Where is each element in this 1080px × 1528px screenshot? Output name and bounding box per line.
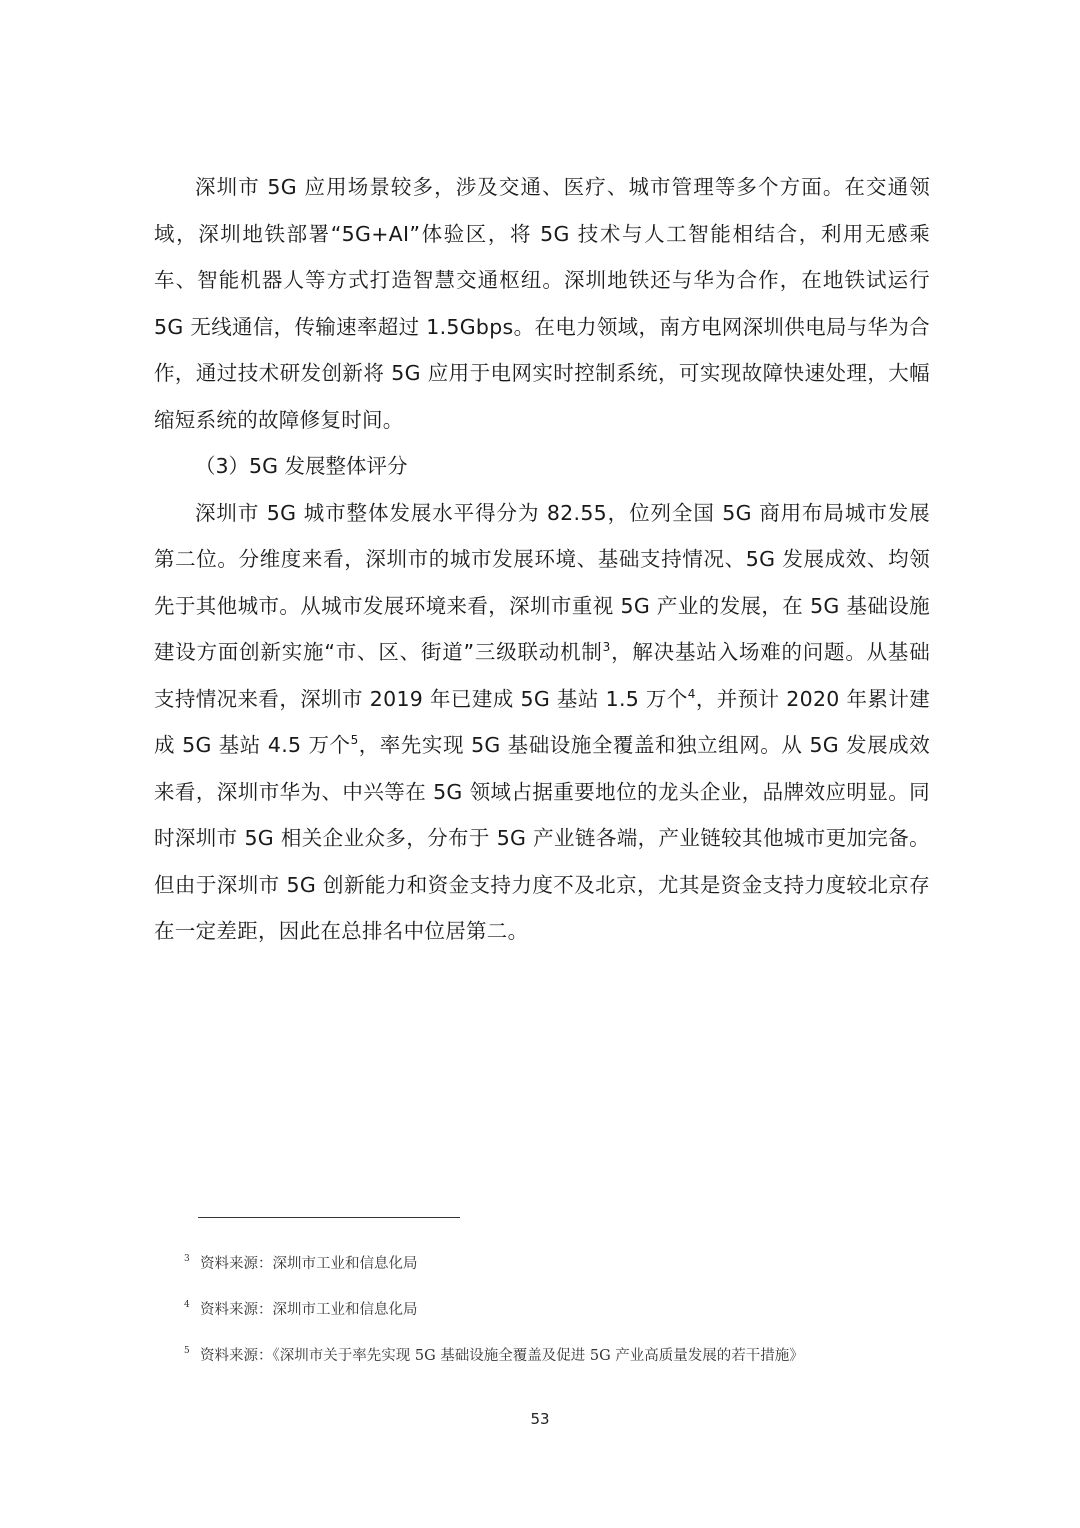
section-heading: （3）5G 发展整体评分 <box>195 454 408 478</box>
footnote-reference[interactable]: 4 <box>687 686 696 701</box>
paragraph-5g-score <box>154 490 930 955</box>
footnote-text: 资料来源：深圳市工业和信息化局 <box>200 1256 418 1272</box>
footnote-reference[interactable]: 5 <box>350 733 359 748</box>
footnote-reference[interactable]: 3 <box>602 640 611 655</box>
paragraph-text-part: ，并预计 2020 年累计建成 5G 基站 4.5 万个 <box>154 686 931 757</box>
footnote-item <box>184 1250 944 1296</box>
body-text <box>154 164 930 955</box>
footnote-divider <box>198 1217 460 1218</box>
footnote-item <box>184 1342 944 1388</box>
footnote-mark: 3 <box>184 1254 190 1264</box>
paragraph-5g-applications: 深圳市 5G 应用场景较多，涉及交通、医疗、城市管理等多个方面。在交通领域，深圳地铁部署“5G+AI”体验区，将 5G 技术与人工智能相结合，利用无感乘车、智能机器人等方式打造智慧交通枢纽。深圳地铁还与华为合作，在地铁试运行 5G 无线通信，传输速率超过 1.5Gbps。在电力领域，南方电网深圳供电局与华为合作，通过技术研发创新将 5G 应用于电网实时控制系统，可实现故障快速处理，大幅缩短系统的故障修复时间。 <box>154 175 930 432</box>
paragraph-text-part: ，解决基站入场难的问题。从基础支持情况来看，深圳市 2019 年已建成 5G 基站 1.5 万个 <box>154 640 930 711</box>
footnote-item <box>184 1296 944 1342</box>
footnote-text: 资料来源：《深圳市关于率先实现 5G 基础设施全覆盖及促进 5G 产业高质量发展的若干措施》 <box>200 1348 804 1364</box>
paragraph-text-part: ，率先实现 5G 基础设施全覆盖和独立组网。从 5G 发展成效来看，深圳市华为、中兴等在 5G 领域占据重要地位的龙头企业，品牌效应明显。同时深圳市 5G 相关企业众多，分布于 5G 产业链各端，产业链较其他城市更加完备。但由于深圳市 5G 创新能力和资金支持力度不及北京，尤其是资金支持力度较北京存在一定差距，因此在总排名中位居第二。 <box>154 733 930 943</box>
footnote-mark: 4 <box>184 1300 190 1310</box>
footnote-text: 资料来源：深圳市工业和信息化局 <box>200 1302 418 1318</box>
page-number: 53 <box>530 1410 550 1428</box>
footnotes <box>184 1250 944 1388</box>
paragraph-text-part: 深圳市 5G 城市整体发展水平得分为 82.55，位列全国 5G 商用布局城市发展第二位。分维度来看，深圳市的城市发展环境、基础支持情况、5G 发展成效、均领先于其他城市。从城市发展环境来看，深圳市重视 5G 产业的发展，在 5G 基础设施建设方面创新实施“市、区、街道”三级联动机制 <box>154 500 930 664</box>
footnote-mark: 5 <box>184 1346 190 1356</box>
